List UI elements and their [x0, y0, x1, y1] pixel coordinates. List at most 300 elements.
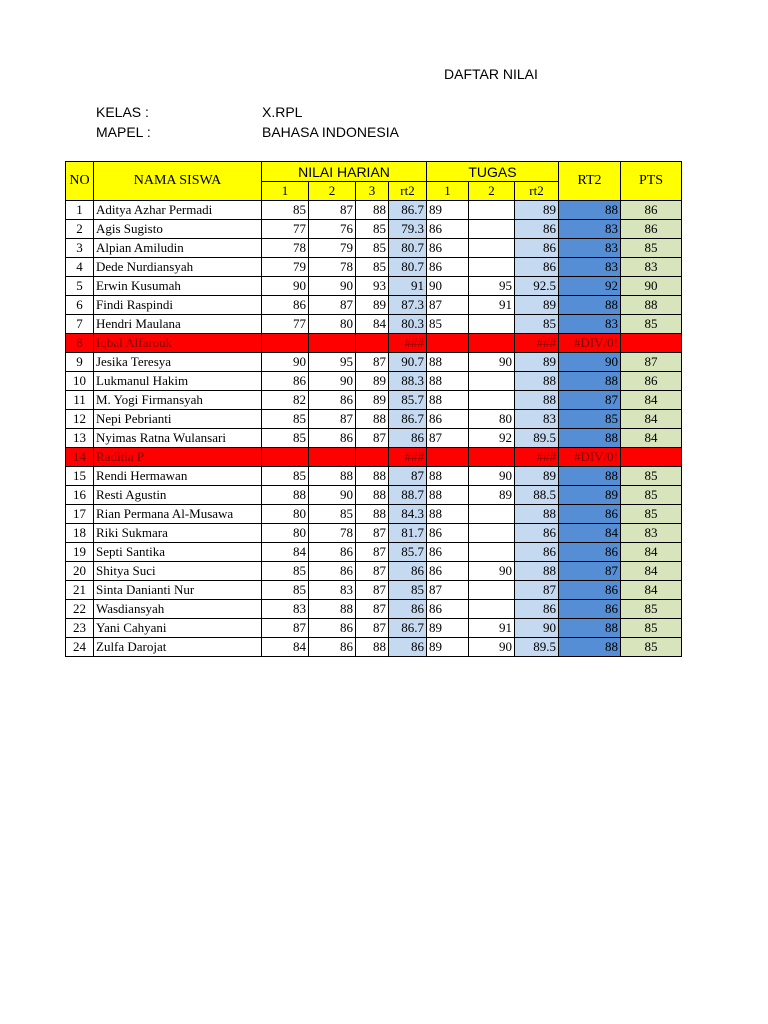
- cell-rt2: 83: [559, 315, 621, 334]
- cell-nilai-harian-1: 80: [262, 505, 309, 524]
- cell-tugas-2: 89: [469, 486, 515, 505]
- cell-tugas-2: [469, 581, 515, 600]
- cell-nilai-harian-2: 86: [309, 619, 356, 638]
- table-row: [66, 467, 682, 486]
- cell-pts: [621, 448, 682, 467]
- cell-no: 10: [66, 372, 94, 391]
- cell-nilai-harian-3: 89: [356, 391, 389, 410]
- cell-nilai-harian-rt2: 86: [389, 429, 427, 448]
- cell-nilai-harian-2: 78: [309, 258, 356, 277]
- table-row: [66, 277, 682, 296]
- cell-pts: 85: [621, 619, 682, 638]
- cell-rt2: #DIV/0!: [559, 448, 621, 467]
- cell-student-name: Sinta Danianti Nur: [94, 581, 262, 600]
- cell-nilai-harian-3: 87: [356, 619, 389, 638]
- cell-pts: 85: [621, 486, 682, 505]
- cell-tugas-2: [469, 505, 515, 524]
- cell-nilai-harian-3: 88: [356, 486, 389, 505]
- cell-nilai-harian-1: 83: [262, 600, 309, 619]
- cell-pts: 84: [621, 543, 682, 562]
- cell-no: 14: [66, 448, 94, 467]
- table-row: [66, 486, 682, 505]
- cell-tugas-1: 88: [427, 467, 469, 486]
- cell-nilai-harian-1: 77: [262, 315, 309, 334]
- cell-nilai-harian-3: 87: [356, 562, 389, 581]
- cell-no: 7: [66, 315, 94, 334]
- cell-pts: 84: [621, 429, 682, 448]
- cell-rt2: 92: [559, 277, 621, 296]
- cell-pts: 84: [621, 391, 682, 410]
- cell-tugas-2: [469, 448, 515, 467]
- table-row: [66, 505, 682, 524]
- cell-nilai-harian-1: 88: [262, 486, 309, 505]
- cell-student-name: Raditia P: [94, 448, 262, 467]
- cell-tugas-2: 90: [469, 562, 515, 581]
- cell-tugas-2: [469, 543, 515, 562]
- cell-nilai-harian-1: 84: [262, 638, 309, 657]
- cell-pts: 86: [621, 372, 682, 391]
- cell-tugas-rt2: 86: [515, 543, 559, 562]
- cell-rt2: 88: [559, 429, 621, 448]
- cell-tugas-2: 91: [469, 296, 515, 315]
- subheader-tugas-2: 2: [469, 182, 515, 201]
- cell-pts: [621, 334, 682, 353]
- cell-nilai-harian-rt2: 79.3: [389, 220, 427, 239]
- cell-nilai-harian-2: 88: [309, 600, 356, 619]
- cell-nilai-harian-rt2: 88.7: [389, 486, 427, 505]
- cell-nilai-harian-3: 88: [356, 410, 389, 429]
- table-row: [66, 448, 682, 467]
- table-row: [66, 410, 682, 429]
- cell-rt2: 85: [559, 410, 621, 429]
- cell-tugas-rt2: 88.5: [515, 486, 559, 505]
- cell-student-name: M. Yogi Firmansyah: [94, 391, 262, 410]
- cell-student-name: Resti Agustin: [94, 486, 262, 505]
- cell-tugas-rt2: 89.5: [515, 638, 559, 657]
- cell-tugas-rt2: 88: [515, 562, 559, 581]
- cell-nilai-harian-2: 87: [309, 201, 356, 220]
- cell-nilai-harian-2: 80: [309, 315, 356, 334]
- cell-nilai-harian-3: 87: [356, 581, 389, 600]
- cell-nilai-harian-2: 85: [309, 505, 356, 524]
- cell-nilai-harian-1: [262, 334, 309, 353]
- cell-tugas-1: 88: [427, 486, 469, 505]
- table-row: [66, 258, 682, 277]
- cell-nilai-harian-1: 90: [262, 353, 309, 372]
- cell-nilai-harian-rt2: 85.7: [389, 543, 427, 562]
- grade-table: [65, 161, 682, 657]
- cell-nilai-harian-3: 89: [356, 296, 389, 315]
- cell-rt2: 83: [559, 239, 621, 258]
- cell-pts: 87: [621, 353, 682, 372]
- cell-tugas-2: [469, 315, 515, 334]
- cell-tugas-rt2: 87: [515, 581, 559, 600]
- cell-rt2: 90: [559, 353, 621, 372]
- kelas-value: X.RPL: [262, 104, 303, 120]
- cell-nilai-harian-3: 87: [356, 600, 389, 619]
- cell-pts: 86: [621, 220, 682, 239]
- cell-student-name: Septi Santika: [94, 543, 262, 562]
- cell-student-name: Findi Raspindi: [94, 296, 262, 315]
- cell-nilai-harian-2: 86: [309, 562, 356, 581]
- cell-nilai-harian-1: 85: [262, 581, 309, 600]
- cell-no: 20: [66, 562, 94, 581]
- cell-student-name: Nyimas Ratna Wulansari: [94, 429, 262, 448]
- cell-rt2: 88: [559, 372, 621, 391]
- cell-tugas-1: 86: [427, 543, 469, 562]
- cell-pts: 85: [621, 467, 682, 486]
- cell-tugas-1: 86: [427, 220, 469, 239]
- cell-tugas-2: [469, 201, 515, 220]
- cell-rt2: 88: [559, 296, 621, 315]
- cell-nilai-harian-2: 88: [309, 467, 356, 486]
- cell-nilai-harian-2: 87: [309, 296, 356, 315]
- cell-student-name: Erwin Kusumah: [94, 277, 262, 296]
- cell-nilai-harian-1: 80: [262, 524, 309, 543]
- cell-tugas-rt2: ###: [515, 448, 559, 467]
- cell-no: 19: [66, 543, 94, 562]
- cell-tugas-1: 87: [427, 429, 469, 448]
- cell-nilai-harian-1: 86: [262, 296, 309, 315]
- cell-nilai-harian-rt2: 86.7: [389, 410, 427, 429]
- cell-tugas-2: [469, 372, 515, 391]
- cell-nilai-harian-rt2: 86: [389, 562, 427, 581]
- cell-pts: 83: [621, 258, 682, 277]
- cell-nilai-harian-1: 82: [262, 391, 309, 410]
- cell-no: 24: [66, 638, 94, 657]
- cell-tugas-2: 80: [469, 410, 515, 429]
- table-row: [66, 581, 682, 600]
- cell-tugas-rt2: 90: [515, 619, 559, 638]
- cell-tugas-2: 90: [469, 638, 515, 657]
- cell-nilai-harian-2: 86: [309, 429, 356, 448]
- cell-pts: 85: [621, 315, 682, 334]
- cell-rt2: 88: [559, 619, 621, 638]
- cell-nilai-harian-1: 85: [262, 429, 309, 448]
- cell-tugas-rt2: 92.5: [515, 277, 559, 296]
- cell-tugas-1: 88: [427, 391, 469, 410]
- cell-nilai-harian-3: 88: [356, 638, 389, 657]
- cell-tugas-1: 86: [427, 562, 469, 581]
- cell-no: 23: [66, 619, 94, 638]
- cell-nilai-harian-2: 90: [309, 486, 356, 505]
- cell-nilai-harian-3: 87: [356, 524, 389, 543]
- cell-nilai-harian-rt2: ###: [389, 334, 427, 353]
- cell-tugas-2: 95: [469, 277, 515, 296]
- cell-tugas-1: [427, 448, 469, 467]
- cell-nilai-harian-2: [309, 448, 356, 467]
- table-row: [66, 372, 682, 391]
- cell-nilai-harian-2: 83: [309, 581, 356, 600]
- header-tugas: TUGAS: [427, 162, 559, 182]
- cell-nilai-harian-2: 86: [309, 543, 356, 562]
- cell-tugas-rt2: 89: [515, 353, 559, 372]
- cell-tugas-rt2: 86: [515, 600, 559, 619]
- subheader-nh-2: 2: [309, 182, 356, 201]
- header-no: NO: [66, 162, 94, 201]
- cell-nilai-harian-3: 85: [356, 258, 389, 277]
- cell-nilai-harian-1: 77: [262, 220, 309, 239]
- cell-student-name: Rendi Hermawan: [94, 467, 262, 486]
- cell-rt2: 86: [559, 543, 621, 562]
- cell-nilai-harian-rt2: 81.7: [389, 524, 427, 543]
- cell-no: 5: [66, 277, 94, 296]
- table-row: [66, 220, 682, 239]
- cell-nilai-harian-1: 78: [262, 239, 309, 258]
- cell-tugas-2: 90: [469, 353, 515, 372]
- kelas-label: KELAS :: [96, 104, 149, 120]
- cell-nilai-harian-3: 85: [356, 220, 389, 239]
- header-nama-siswa: NAMA SISWA: [94, 162, 262, 201]
- cell-rt2: 86: [559, 581, 621, 600]
- cell-rt2: 86: [559, 600, 621, 619]
- cell-nilai-harian-2: 90: [309, 277, 356, 296]
- cell-tugas-1: 88: [427, 353, 469, 372]
- cell-tugas-2: 92: [469, 429, 515, 448]
- subheader-nh-3: 3: [356, 182, 389, 201]
- cell-tugas-1: 86: [427, 239, 469, 258]
- cell-nilai-harian-3: 84: [356, 315, 389, 334]
- cell-nilai-harian-rt2: 88.3: [389, 372, 427, 391]
- cell-rt2: 88: [559, 638, 621, 657]
- cell-student-name: Agis Sugisto: [94, 220, 262, 239]
- cell-rt2: 83: [559, 220, 621, 239]
- cell-rt2: #DIV/0!: [559, 334, 621, 353]
- cell-no: 21: [66, 581, 94, 600]
- table-row: [66, 524, 682, 543]
- cell-nilai-harian-3: 87: [356, 543, 389, 562]
- subheader-nh-1: 1: [262, 182, 309, 201]
- cell-tugas-1: 87: [427, 581, 469, 600]
- mapel-value: BAHASA INDONESIA: [262, 124, 399, 140]
- cell-nilai-harian-1: [262, 448, 309, 467]
- cell-nilai-harian-3: [356, 334, 389, 353]
- cell-no: 11: [66, 391, 94, 410]
- page-title: DAFTAR NILAI: [444, 66, 538, 82]
- cell-tugas-rt2: ###: [515, 334, 559, 353]
- table-row: [66, 600, 682, 619]
- cell-no: 17: [66, 505, 94, 524]
- cell-pts: 83: [621, 524, 682, 543]
- cell-nilai-harian-1: 90: [262, 277, 309, 296]
- cell-pts: 86: [621, 201, 682, 220]
- cell-tugas-2: 90: [469, 467, 515, 486]
- cell-tugas-2: [469, 391, 515, 410]
- cell-student-name: Jesika Teresya: [94, 353, 262, 372]
- cell-tugas-1: 87: [427, 296, 469, 315]
- cell-tugas-rt2: 89: [515, 467, 559, 486]
- cell-nilai-harian-1: 84: [262, 543, 309, 562]
- cell-no: 18: [66, 524, 94, 543]
- cell-tugas-1: 88: [427, 505, 469, 524]
- cell-no: 15: [66, 467, 94, 486]
- cell-nilai-harian-rt2: 80.7: [389, 239, 427, 258]
- cell-tugas-1: 85: [427, 315, 469, 334]
- cell-student-name: Dede Nurdiansyah: [94, 258, 262, 277]
- cell-nilai-harian-rt2: 90.7: [389, 353, 427, 372]
- cell-nilai-harian-2: 86: [309, 391, 356, 410]
- cell-nilai-harian-rt2: 80.3: [389, 315, 427, 334]
- cell-tugas-1: 88: [427, 372, 469, 391]
- cell-tugas-rt2: 86: [515, 239, 559, 258]
- cell-nilai-harian-3: 88: [356, 505, 389, 524]
- cell-tugas-1: 89: [427, 638, 469, 657]
- cell-tugas-2: [469, 239, 515, 258]
- cell-tugas-1: 89: [427, 619, 469, 638]
- cell-tugas-rt2: 89: [515, 201, 559, 220]
- cell-rt2: 86: [559, 505, 621, 524]
- cell-nilai-harian-1: 79: [262, 258, 309, 277]
- cell-rt2: 88: [559, 201, 621, 220]
- table-row: [66, 296, 682, 315]
- header-pts: PTS: [621, 162, 682, 201]
- cell-pts: 84: [621, 562, 682, 581]
- cell-nilai-harian-rt2: 80.7: [389, 258, 427, 277]
- cell-nilai-harian-rt2: 91: [389, 277, 427, 296]
- cell-nilai-harian-3: 85: [356, 239, 389, 258]
- cell-nilai-harian-rt2: ###: [389, 448, 427, 467]
- table-row: [66, 353, 682, 372]
- cell-nilai-harian-rt2: 86: [389, 600, 427, 619]
- cell-nilai-harian-rt2: 86.7: [389, 619, 427, 638]
- cell-rt2: 88: [559, 467, 621, 486]
- cell-student-name: Nepi Pebrianti: [94, 410, 262, 429]
- cell-rt2: 87: [559, 391, 621, 410]
- cell-nilai-harian-rt2: 85.7: [389, 391, 427, 410]
- cell-no: 9: [66, 353, 94, 372]
- cell-nilai-harian-1: 85: [262, 410, 309, 429]
- table-row: [66, 429, 682, 448]
- cell-tugas-1: 86: [427, 258, 469, 277]
- cell-nilai-harian-2: 79: [309, 239, 356, 258]
- cell-nilai-harian-1: 87: [262, 619, 309, 638]
- header-rt2: RT2: [559, 162, 621, 201]
- cell-tugas-rt2: 83: [515, 410, 559, 429]
- cell-nilai-harian-3: [356, 448, 389, 467]
- cell-nilai-harian-1: 86: [262, 372, 309, 391]
- cell-no: 1: [66, 201, 94, 220]
- table-row: [66, 562, 682, 581]
- table-row: [66, 201, 682, 220]
- header-nilai-harian: NILAI HARIAN: [262, 162, 427, 182]
- cell-nilai-harian-rt2: 85: [389, 581, 427, 600]
- cell-nilai-harian-2: 78: [309, 524, 356, 543]
- cell-tugas-rt2: 86: [515, 524, 559, 543]
- cell-nilai-harian-3: 87: [356, 353, 389, 372]
- cell-tugas-2: [469, 600, 515, 619]
- cell-tugas-1: 86: [427, 524, 469, 543]
- cell-tugas-rt2: 86: [515, 220, 559, 239]
- table-row: [66, 638, 682, 657]
- cell-no: 22: [66, 600, 94, 619]
- cell-tugas-2: [469, 334, 515, 353]
- cell-pts: 85: [621, 638, 682, 657]
- cell-nilai-harian-rt2: 86.7: [389, 201, 427, 220]
- cell-nilai-harian-rt2: 87.3: [389, 296, 427, 315]
- cell-nilai-harian-3: 88: [356, 201, 389, 220]
- cell-student-name: Hendri Maulana: [94, 315, 262, 334]
- cell-student-name: Wasdiansyah: [94, 600, 262, 619]
- cell-rt2: 87: [559, 562, 621, 581]
- cell-nilai-harian-2: 86: [309, 638, 356, 657]
- mapel-label: MAPEL :: [96, 124, 151, 140]
- cell-no: 3: [66, 239, 94, 258]
- cell-student-name: Rian Permana Al-Musawa: [94, 505, 262, 524]
- cell-tugas-2: 91: [469, 619, 515, 638]
- cell-tugas-1: 89: [427, 201, 469, 220]
- cell-nilai-harian-2: 90: [309, 372, 356, 391]
- cell-student-name: Lukmanul Hakim: [94, 372, 262, 391]
- cell-no: 6: [66, 296, 94, 315]
- cell-rt2: 83: [559, 258, 621, 277]
- cell-nilai-harian-3: 89: [356, 372, 389, 391]
- cell-tugas-1: 90: [427, 277, 469, 296]
- cell-nilai-harian-1: 85: [262, 562, 309, 581]
- table-row: [66, 391, 682, 410]
- cell-tugas-rt2: 88: [515, 505, 559, 524]
- cell-no: 12: [66, 410, 94, 429]
- cell-nilai-harian-3: 93: [356, 277, 389, 296]
- cell-student-name: Iqbal Alfarouk: [94, 334, 262, 353]
- cell-pts: 84: [621, 410, 682, 429]
- cell-nilai-harian-1: 85: [262, 201, 309, 220]
- cell-no: 8: [66, 334, 94, 353]
- cell-tugas-1: 86: [427, 600, 469, 619]
- cell-nilai-harian-rt2: 84.3: [389, 505, 427, 524]
- cell-student-name: Zulfa Darojat: [94, 638, 262, 657]
- cell-tugas-rt2: 86: [515, 258, 559, 277]
- cell-tugas-2: [469, 524, 515, 543]
- cell-tugas-2: [469, 220, 515, 239]
- cell-nilai-harian-2: [309, 334, 356, 353]
- subheader-nh-rt2: rt2: [389, 182, 427, 201]
- subheader-tugas-rt2: rt2: [515, 182, 559, 201]
- cell-tugas-rt2: 89.5: [515, 429, 559, 448]
- cell-tugas-rt2: 88: [515, 372, 559, 391]
- cell-no: 13: [66, 429, 94, 448]
- cell-tugas-2: [469, 258, 515, 277]
- table-row: [66, 334, 682, 353]
- table-row: [66, 315, 682, 334]
- cell-nilai-harian-2: 87: [309, 410, 356, 429]
- cell-student-name: Aditya Azhar Permadi: [94, 201, 262, 220]
- cell-no: 4: [66, 258, 94, 277]
- cell-nilai-harian-3: 87: [356, 429, 389, 448]
- cell-pts: 90: [621, 277, 682, 296]
- subheader-tugas-1: 1: [427, 182, 469, 201]
- cell-rt2: 84: [559, 524, 621, 543]
- cell-pts: 84: [621, 581, 682, 600]
- table-row: [66, 543, 682, 562]
- cell-student-name: Yani Cahyani: [94, 619, 262, 638]
- cell-nilai-harian-rt2: 87: [389, 467, 427, 486]
- cell-pts: 88: [621, 296, 682, 315]
- cell-student-name: Riki Sukmara: [94, 524, 262, 543]
- cell-student-name: Alpian Amiludin: [94, 239, 262, 258]
- cell-tugas-1: [427, 334, 469, 353]
- cell-nilai-harian-1: 85: [262, 467, 309, 486]
- cell-rt2: 89: [559, 486, 621, 505]
- cell-nilai-harian-2: 95: [309, 353, 356, 372]
- cell-no: 16: [66, 486, 94, 505]
- cell-pts: 85: [621, 600, 682, 619]
- cell-nilai-harian-rt2: 86: [389, 638, 427, 657]
- cell-tugas-rt2: 88: [515, 391, 559, 410]
- cell-nilai-harian-3: 88: [356, 467, 389, 486]
- cell-tugas-rt2: 89: [515, 296, 559, 315]
- cell-student-name: Shitya Suci: [94, 562, 262, 581]
- cell-tugas-1: 86: [427, 410, 469, 429]
